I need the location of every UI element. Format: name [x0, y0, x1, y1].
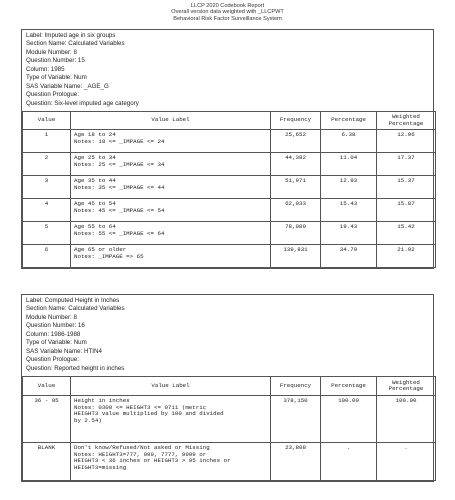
column-position: Column: 1985: [26, 65, 65, 73]
column-header-frequency: Frequency: [271, 112, 321, 130]
cell-percentage: .: [321, 443, 377, 481]
table-row: [23, 222, 436, 245]
frequency-table: [22, 376, 436, 481]
question-number: Question Number: 16: [26, 322, 85, 330]
module-number: Module Number: 8: [26, 313, 77, 321]
column-header-weighted-percentage: Weighted Percentage: [377, 112, 436, 130]
cell-frequency: 44,382: [271, 153, 321, 176]
cell-value: 5: [23, 222, 71, 245]
variable-label: Label: Imputed age in six groups: [26, 32, 116, 39]
cell-value: 4: [23, 199, 71, 222]
column-header-weighted-percentage: Weighted Percentage: [377, 377, 436, 396]
cell-frequency: 23,808: [271, 443, 321, 481]
variable-metadata: [22, 295, 433, 376]
table-header-row: [23, 112, 436, 130]
report-subtitle: Overall version data weighted with _LLCPWT: [171, 9, 284, 16]
cell-percentage: 34.79: [321, 245, 377, 268]
column-header-percentage: Percentage: [321, 377, 377, 396]
cell-label: Age 18 to 24 Notes: 18 <= _IMPAGE <= 24: [71, 130, 271, 153]
cell-weighted-percentage: .: [377, 443, 436, 481]
column-header-frequency: Frequency: [271, 377, 321, 396]
table-header-row: [23, 377, 436, 396]
cell-percentage: 6.38: [321, 130, 377, 153]
table-row: [23, 130, 436, 153]
cell-weighted-percentage: 17.37: [377, 153, 436, 176]
variable-type: Type of Variable: Num: [26, 339, 87, 347]
cell-percentage: 19.43: [321, 222, 377, 245]
question-prologue: Question Prologue:: [26, 356, 79, 364]
table-row: [23, 443, 436, 481]
cell-label: Age 65 or older Notes: _IMPAGE => 65: [71, 245, 271, 268]
question-number: Question Number: 15: [26, 57, 85, 65]
sas-variable-name: SAS Variable Name: HTIN4: [26, 347, 102, 355]
column-header-percentage: Percentage: [321, 112, 377, 130]
question-prologue: Question Prologue:: [26, 91, 79, 99]
cell-value: BLANK: [23, 443, 71, 481]
cell-value: 1: [23, 130, 71, 153]
cell-value: 3: [23, 176, 71, 199]
codebook-section-age-group: [21, 29, 434, 269]
cell-frequency: 378,150: [271, 396, 321, 443]
cell-label: Age 55 to 64 Notes: 55 <= _IMPAGE <= 64: [71, 222, 271, 245]
section-name: Section Name: Calculated Variables: [26, 40, 125, 48]
question-text: Question: Reported height in inches: [26, 364, 125, 372]
cell-percentage: 100.00: [321, 396, 377, 443]
cell-value: 6: [23, 245, 71, 268]
table-row: [23, 176, 436, 199]
cell-percentage: 11.04: [321, 153, 377, 176]
column-header-value: Value: [23, 112, 71, 130]
report-system: Behavioral Risk Factor Surveillance System: [173, 15, 282, 22]
cell-percentage: 12.93: [321, 176, 377, 199]
cell-label: Age 45 to 54 Notes: 45 <= _IMPAGE <= 54: [71, 199, 271, 222]
column-header-value: Value: [23, 377, 71, 396]
cell-weighted-percentage: 15.87: [377, 199, 436, 222]
cell-frequency: 51,971: [271, 176, 321, 199]
cell-label: Age 25 to 34 Notes: 25 <= _IMPAGE <= 34: [71, 153, 271, 176]
variable-label: Label: Computed Height in Inches: [26, 297, 120, 304]
frequency-table: [22, 111, 436, 268]
variable-type: Type of Variable: Num: [26, 74, 87, 82]
section-name: Section Name: Calculated Variables: [26, 305, 125, 313]
cell-label: Don't know/Refused/Not asked or Missing Notes: HEIGHT3=777, 999, 7777, 9999 or HEIGHT3 < 36 inches or HEIGHT3 > 95 inches or HEIGHT3=missing: [71, 443, 271, 481]
table-row: [23, 153, 436, 176]
variable-metadata: [22, 30, 433, 111]
column-position: Column: 1986-1988: [26, 330, 81, 338]
cell-weighted-percentage: 15.37: [377, 176, 436, 199]
column-header-label: Value Label: [71, 112, 271, 130]
cell-weighted-percentage: 21.92: [377, 245, 436, 268]
report-title: LLCP 2020 Codebook Report: [190, 3, 265, 9]
cell-weighted-percentage: 100.00: [377, 396, 436, 443]
report-header: [0, 3, 455, 22]
sas-variable-name: SAS Variable Name: _AGE_G: [26, 82, 109, 90]
table-row: [23, 245, 436, 268]
cell-label: Age 35 to 44 Notes: 35 <= _IMPAGE <= 44: [71, 176, 271, 199]
codebook-section-height: [21, 294, 434, 482]
cell-frequency: 25,652: [271, 130, 321, 153]
cell-value: 36 - 95: [23, 396, 71, 443]
module-number: Module Number: 8: [26, 48, 77, 56]
cell-percentage: 15.43: [321, 199, 377, 222]
table-row: [23, 396, 436, 443]
cell-value: 2: [23, 153, 71, 176]
cell-label: Height in inches Notes: 0300 <= HEIGHT3 <= 0711 (metric HEIGHT3 value multiplied by 100 and divided by 2.54): [71, 396, 271, 443]
cell-weighted-percentage: 12.06: [377, 130, 436, 153]
cell-weighted-percentage: 15.42: [377, 222, 436, 245]
column-header-label: Value Label: [71, 377, 271, 396]
question-text: Question: Six-level imputed age category: [26, 99, 139, 107]
table-row: [23, 199, 436, 222]
cell-frequency: 78,089: [271, 222, 321, 245]
cell-frequency: 62,033: [271, 199, 321, 222]
cell-frequency: 139,831: [271, 245, 321, 268]
